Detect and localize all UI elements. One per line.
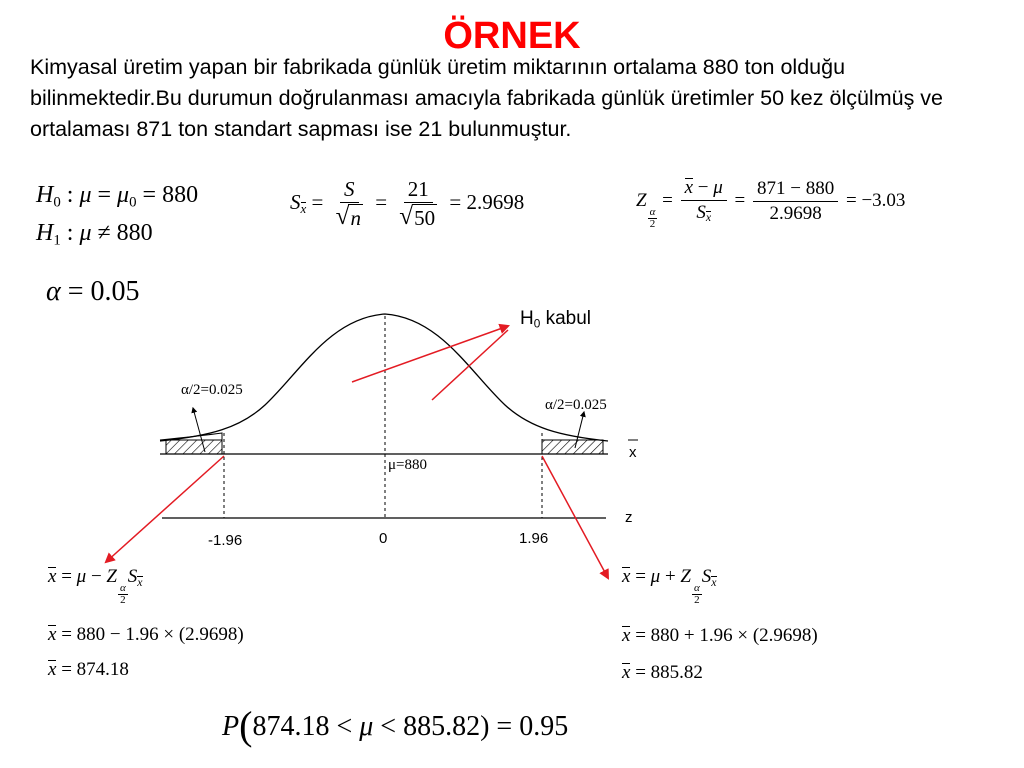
lower-limit-substitution: x = 880 − 1.96 × (2.9698) [48, 624, 244, 645]
upper-limit-formula: x = μ + Z $\frac{\alpha}{2}$ $S_x$ [622, 566, 717, 607]
z-tick-upper: 1.96 [519, 530, 549, 547]
upper-limit-substitution-value: 880 + 1.96 × (2.9698) [650, 625, 818, 646]
lower-limit-result: x = 874.18 [48, 659, 129, 680]
alpha-level: α = 0.05 [46, 276, 140, 307]
lower-limit-arrow [106, 456, 224, 562]
lower-limit-substitution-value: 880 − 1.96 × (2.9698) [76, 624, 244, 645]
upper-limit-arrow [542, 456, 608, 578]
upper-limit-substitution: x = 880 + 1.96 × (2.9698) [622, 625, 818, 646]
z-tick-zero: 0 [379, 530, 388, 547]
z-tick-lower: -1.96 [208, 532, 243, 549]
sample-std-value: 21 [404, 178, 433, 203]
z-denominator: 2.9698 [769, 202, 822, 224]
alternative-hypothesis: $H_1$ : μ ≠ 880 [36, 220, 153, 249]
z-axis-label: z [625, 509, 633, 526]
acceptance-arrow-left [352, 326, 508, 382]
standard-error-values: 21 √ 50 [399, 177, 436, 231]
z-statistic-formula: Z $\frac{\alpha}{2}$ = $\frac{x - \mu}{S_x}$ = $\frac{871 - 880}{2.9698}$ = −3.03 [636, 177, 906, 231]
mean-label: μ=880 [388, 457, 428, 473]
h0-value: 880 [162, 182, 199, 208]
h0-accept-label: $H_0$ kabul [520, 308, 591, 331]
interval-upper: 885.82 [403, 711, 481, 742]
left-tail-label: α/2=0.025 [181, 382, 243, 398]
upper-limit-result-value: 885.82 [650, 662, 703, 683]
left-tail-shade [160, 433, 222, 454]
standard-error-fraction: S √ n [335, 177, 361, 231]
upper-limit-result: x = 885.82 [622, 662, 703, 683]
sample-size-value: 50 [414, 206, 436, 231]
alpha-value: 0.05 [90, 276, 140, 307]
confidence-interval: P(874.18 < μ < 885.82) = 0.95 [222, 703, 569, 748]
standard-error-formula: $S_x$ = S √ n = 21 √ 50 = 2.9698 [290, 177, 525, 231]
z-result: −3.03 [861, 189, 906, 211]
right-tail-shade [542, 440, 603, 454]
problem-statement: Kimyasal üretim yapan bir fabrikada günlük üretim miktarının ortalama 880 ton olduğu bilinmektedir.Bu durumun doğrulanması amacıyla fabrikada günlük üretimler 50 kez ölçülmüş ve ortalaması 871 ton standart sapması ise 21 bulunmuştur. [30, 55, 944, 141]
lower-limit-result-value: 874.18 [76, 659, 129, 680]
z-symbolic-fraction: $\frac{x - \mu}{S_x}$ [681, 178, 727, 225]
h1-value: 880 [116, 220, 153, 246]
x-axis-label: x [629, 444, 637, 461]
lower-limit-formula: x = μ − Z $\frac{\alpha}{2}$ $S_x$ [48, 566, 143, 607]
h0-accept-text: kabul [545, 308, 591, 329]
interval-probability: 0.95 [519, 711, 569, 742]
slide-title: ÖRNEK [443, 15, 581, 57]
bell-curve [160, 314, 608, 441]
z-numerator: 871 − 880 [753, 179, 838, 202]
interval-lower: 874.18 [252, 711, 330, 742]
null-hypothesis: $H_0$ : $\mu = \mu_0 = 880$ [36, 182, 199, 211]
standard-error-result: 2.9698 [466, 189, 525, 214]
s-symbol: S [340, 178, 359, 203]
right-tail-label: α/2=0.025 [545, 397, 607, 413]
